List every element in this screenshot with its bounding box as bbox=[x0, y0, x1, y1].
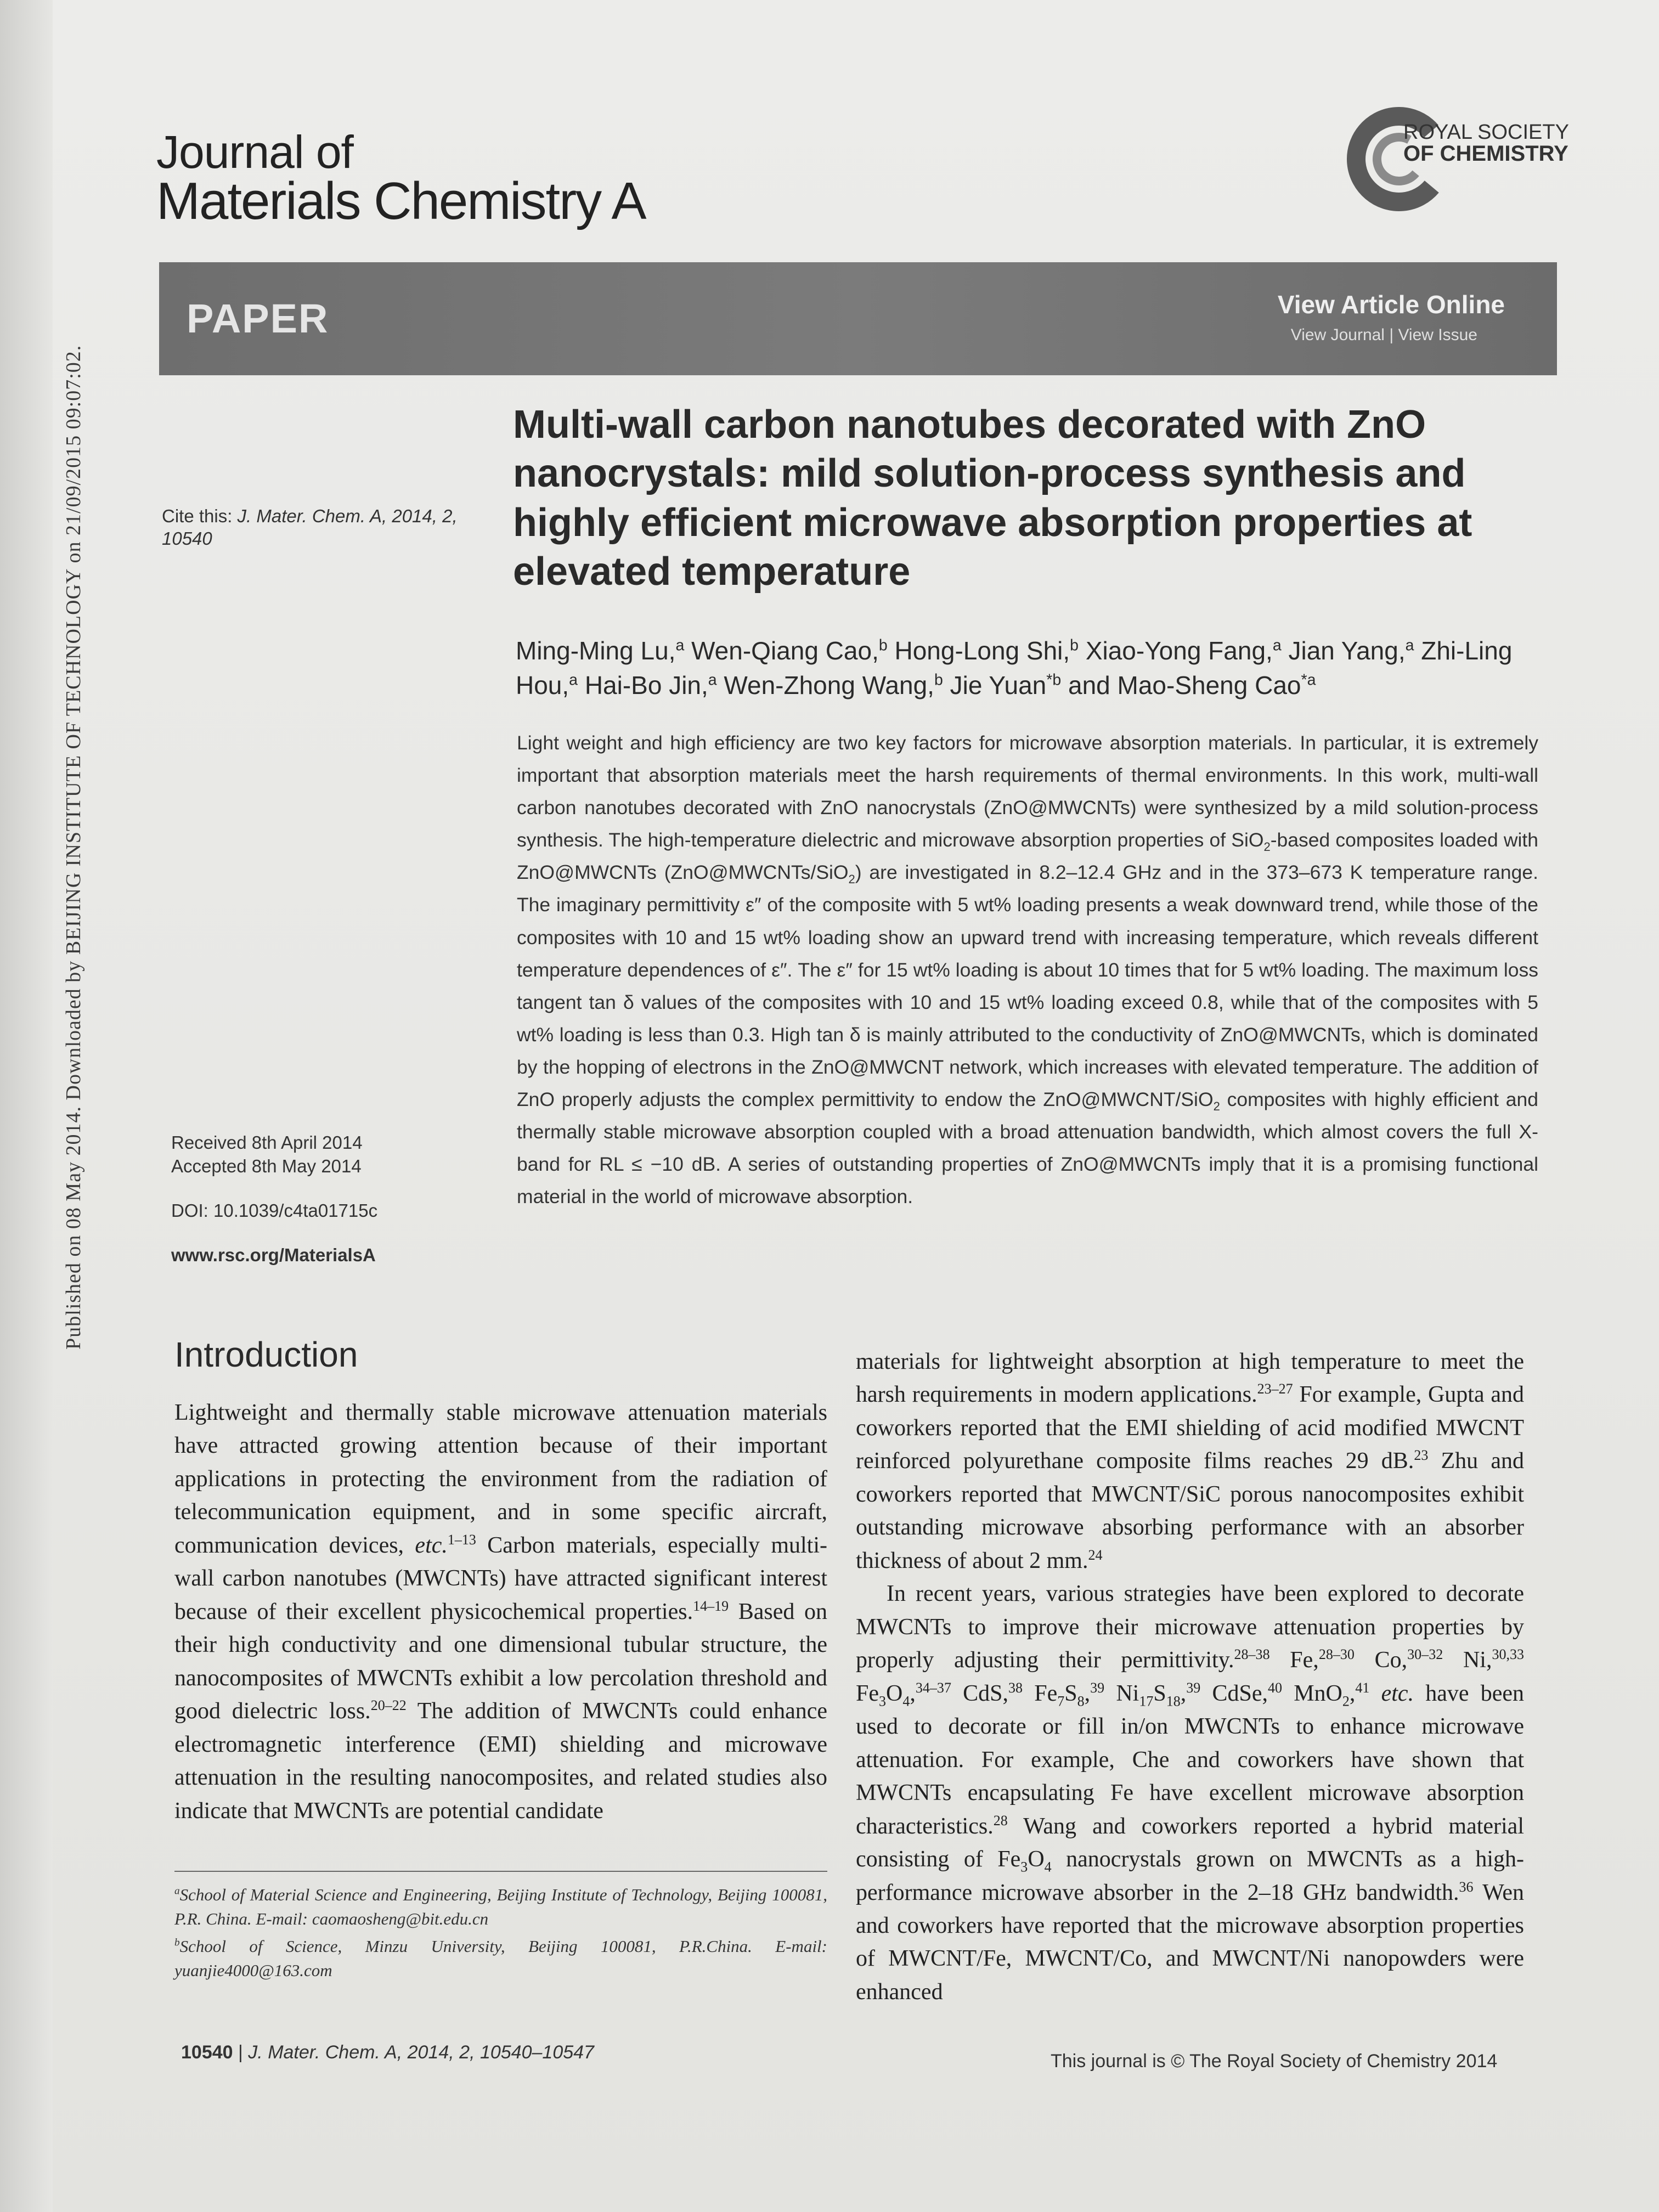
author-affiliation-mark: *a bbox=[1301, 672, 1316, 690]
citation: 23 bbox=[1414, 1447, 1429, 1464]
text: MnO bbox=[1282, 1680, 1342, 1706]
text: Based on their high conductivity and one dimensional tubular structure, the nanocomposites of MWCNTs exhibit a low percolation threshold and good dielectric loss. bbox=[174, 1599, 827, 1724]
subscript: 17 bbox=[1139, 1693, 1154, 1709]
article-title: Multi-wall carbon nanotubes decorated with ZnO nanocrystals: mild solution-process synthesis and highly efficient microwave absorption properties at elevated temperature bbox=[513, 403, 1472, 594]
subscript: 2 bbox=[1342, 1693, 1350, 1709]
page-number: 10540 bbox=[181, 2042, 233, 2063]
view-issue-link[interactable]: View Issue bbox=[1398, 326, 1477, 344]
body-column-left bbox=[174, 1396, 827, 1827]
author-name: Jian Yang, bbox=[1288, 636, 1406, 665]
journal-url[interactable]: www.rsc.org/MaterialsA bbox=[171, 1244, 376, 1265]
author-list bbox=[516, 634, 1558, 703]
journal-title bbox=[156, 126, 646, 230]
text: Zhu and coworkers reported that MWCNT/SiC porous nanocomposites exhibit outstanding microwave absorbing performance with an absorber thickness of about 2 mm. bbox=[856, 1448, 1525, 1573]
paragraph bbox=[856, 1577, 1524, 2008]
text: , bbox=[1180, 1680, 1187, 1706]
subscript: 2 bbox=[1213, 1099, 1220, 1114]
page-edge-shadow bbox=[0, 0, 53, 2212]
author-affiliation-mark: a bbox=[1272, 636, 1282, 654]
subscript: 7 bbox=[1057, 1693, 1065, 1709]
subscript: 3 bbox=[879, 1693, 887, 1709]
journal-title-line1: Journal of bbox=[156, 126, 353, 178]
author-name: Wen-Zhong Wang, bbox=[724, 671, 934, 700]
subscript: 18 bbox=[1166, 1693, 1181, 1709]
footer-separator: | bbox=[238, 2042, 243, 2063]
received-date: Received 8th April 2014 bbox=[171, 1132, 363, 1153]
download-note: Published on 08 May 2014. Downloaded by BEIJING INSTITUTE OF TECHNOLOGY on 21/09/2015 09:07:02. bbox=[62, 345, 85, 1350]
page-footer-right: This journal is © The Royal Society of Chemistry 2014 bbox=[1051, 2051, 1498, 2072]
citation: 14–19 bbox=[693, 1598, 729, 1614]
citation: 20–22 bbox=[370, 1697, 407, 1714]
publisher-name bbox=[1403, 122, 1569, 165]
text: , bbox=[1084, 1680, 1091, 1706]
view-journal-link[interactable]: View Journal bbox=[1290, 326, 1385, 344]
article-type-banner bbox=[159, 262, 1557, 375]
affiliation-footnotes bbox=[174, 1883, 827, 1986]
subscript: 2 bbox=[1263, 840, 1271, 854]
citation: 34–37 bbox=[915, 1679, 951, 1696]
author-name: Hai-Bo Jin, bbox=[584, 671, 708, 700]
cite-reference: J. Mater. Chem. A, 2014, 2, 10540 bbox=[162, 506, 458, 549]
author-name: Jie Yuan bbox=[950, 671, 1047, 700]
text: Lightweight and thermally stable microwave attenuation materials have attracted growing attention because of their important applications in protecting the environment from the radiation of telecommunication equipment, and in some specific aircraft, communication devices, bbox=[174, 1400, 827, 1558]
cite-prefix: Cite this: bbox=[162, 506, 233, 526]
accepted-date: Accepted 8th May 2014 bbox=[171, 1155, 362, 1176]
citation: 28–38 bbox=[1234, 1646, 1270, 1663]
subscript: 8 bbox=[1077, 1693, 1085, 1709]
author-affiliation-mark: a bbox=[675, 636, 685, 654]
text: Ni, bbox=[1443, 1647, 1492, 1673]
subscript: 3 bbox=[1020, 1859, 1028, 1875]
citation: 28–30 bbox=[1318, 1646, 1355, 1663]
citation: 23–27 bbox=[1257, 1381, 1293, 1397]
text: In recent years, various strategies have been explored to decorate MWCNTs to improve their microwave attenuation properties by properly adjusting their permittivity. bbox=[856, 1581, 1524, 1673]
text: , bbox=[1349, 1680, 1356, 1706]
citation: 36 bbox=[1459, 1878, 1474, 1895]
text: CdSe, bbox=[1200, 1680, 1268, 1706]
author-affiliation-mark: a bbox=[569, 672, 578, 690]
text: CdS, bbox=[951, 1680, 1009, 1706]
text: Wen and coworkers have reported that the microwave absorption properties of MWCNT/Fe, MWCNT/Co, and MWCNT/Ni nanopowders were enhanced bbox=[856, 1880, 1524, 2005]
text: S bbox=[1153, 1680, 1166, 1706]
text: Fe, bbox=[1269, 1647, 1319, 1673]
text: O bbox=[1028, 1847, 1045, 1872]
abstract bbox=[517, 727, 1538, 1213]
text: S bbox=[1064, 1680, 1077, 1706]
citation: 39 bbox=[1090, 1679, 1105, 1696]
citation: 24 bbox=[1088, 1547, 1103, 1563]
footnote bbox=[174, 1934, 827, 1983]
author-affiliation-mark: b bbox=[1070, 636, 1079, 654]
article-type-label: PAPER bbox=[187, 296, 329, 341]
author-affiliation-mark: a bbox=[708, 672, 717, 690]
footnote-mark: b bbox=[174, 1937, 180, 1949]
author-name: Wen-Qiang Cao, bbox=[691, 636, 879, 665]
citation: 28 bbox=[993, 1812, 1008, 1829]
citation: 40 bbox=[1268, 1679, 1283, 1696]
abstract-text: -based composites loaded with ZnO@MWCNTs (ZnO@MWCNTs/SiO bbox=[517, 829, 1538, 884]
article-meta bbox=[171, 1131, 478, 1267]
text: The addition of MWCNTs could enhance electromagnetic interference (EMI) shielding and microwave attenuation in the resulting nanocomposites, and related studies also indicate that MWCNTs are potential candidate bbox=[174, 1699, 827, 1824]
abstract-text: Light weight and high efficiency are two key factors for microwave absorption materials. In particular, it is extremely important that absorption materials meet the harsh requirements of thermal environments. In this work, multi-wall carbon nanotubes decorated with ZnO nanocrystals (ZnO@MWCNTs) were synthesized by a mild solution-process synthesis. The high-temperature dielectric and microwave absorption properties of SiO bbox=[517, 732, 1538, 851]
text: , bbox=[910, 1680, 916, 1706]
text: Co, bbox=[1354, 1647, 1408, 1673]
author-name: and Mao-Sheng Cao bbox=[1068, 671, 1301, 700]
journal-title-line2: Materials Chemistry A bbox=[156, 172, 646, 230]
link-separator: | bbox=[1389, 326, 1394, 344]
view-article-online-link[interactable]: View Article Online bbox=[1277, 290, 1505, 319]
footnote bbox=[174, 1883, 827, 1931]
section-heading: Introduction bbox=[174, 1335, 358, 1374]
paragraph bbox=[174, 1396, 827, 1827]
banner-view-links bbox=[1291, 326, 1477, 345]
author-affiliation-mark: *b bbox=[1046, 672, 1062, 690]
footnote-text: School of Science, Minzu University, Beijing 100081, P.R.China. E-mail: yuanjie4000@163.com bbox=[174, 1937, 827, 1980]
citation: 38 bbox=[1008, 1679, 1023, 1696]
footnote-mark: a bbox=[174, 1885, 180, 1897]
abstract-text: ) are investigated in 8.2–12.4 GHz and in the 373–673 K temperature range. The imaginary permittivity ε″ of the composite with 5 wt% loading presents a weak downward trend, while those of the composites with 10 and 15 wt% loading show an upward trend with increasing temperature, which reveals different temperature dependences of ε″. The ε″ for 15 wt% loading is about 10 times that for 5 wt% loading. The maximum loss tangent tan δ values of the composites with 10 and 15 wt% loading exceed 0.8, while that of the composites with 5 wt% loading is less than 0.3. High tan δ is mainly attributed to the conductivity of ZnO@MWCNTs, which is dominated by the hopping of electrons in the ZnO@MWCNT network, which increases with elevated temperature. The addition of ZnO properly adjusts the complex permittivity to endow the ZnO@MWCNT/SiO bbox=[517, 861, 1538, 1111]
citation: 41 bbox=[1355, 1679, 1370, 1696]
author-name: Xiao-Yong Fang, bbox=[1085, 636, 1273, 665]
cite-this bbox=[162, 505, 480, 550]
author-affiliation-mark: b bbox=[934, 672, 943, 690]
text: Fe bbox=[1023, 1680, 1058, 1706]
author-name: Zhi-Ling Hou, bbox=[516, 636, 1513, 700]
text: Wang and coworkers reported a hybrid material consisting of Fe bbox=[856, 1813, 1524, 1872]
subscript: 2 bbox=[848, 872, 855, 887]
body-column-right bbox=[856, 1345, 1524, 2008]
citation: 30,33 bbox=[1492, 1646, 1525, 1663]
text: etc. bbox=[1369, 1680, 1414, 1706]
text: For example, Gupta and coworkers reported that the EMI shielding of acid modified MWCNT reinforced polyurethane composite films reaches 29 dB. bbox=[856, 1382, 1524, 1474]
footer-citation: J. Mater. Chem. A, 2014, 2, 10540–10547 bbox=[248, 2042, 594, 2063]
text: have been used to decorate or fill in/on MWCNTs to enhance microwave attenuation. For example, Che and coworkers have shown that MWCNTs encapsulating Fe have excellent microwave absorption characteristics. bbox=[856, 1680, 1525, 1839]
author-name: Ming-Ming Lu, bbox=[516, 636, 676, 665]
subscript: 4 bbox=[1044, 1859, 1052, 1875]
author-affiliation-mark: a bbox=[1405, 636, 1414, 654]
footnote-divider bbox=[174, 1871, 827, 1872]
paragraph bbox=[856, 1345, 1524, 1577]
author-name: Hong-Long Shi, bbox=[894, 636, 1070, 665]
text: materials for lightweight absorption at high temperature to meet the harsh requirements in modern applications. bbox=[856, 1349, 1524, 1408]
author-affiliation-mark: b bbox=[878, 636, 888, 654]
footnote-text: School of Material Science and Engineering, Beijing Institute of Technology, Beijing 100081, P.R. China. E-mail: caomaosheng@bit.edu.cn bbox=[174, 1885, 827, 1929]
doi: DOI: 10.1039/c4ta01715c bbox=[171, 1200, 378, 1221]
text: Carbon materials, especially multi-wall carbon nanotubes (MWCNTs) have attracted significant interest because of their excellent physicochemical properties. bbox=[174, 1532, 827, 1624]
citation: 1–13 bbox=[447, 1531, 476, 1548]
text: Ni bbox=[1104, 1680, 1139, 1706]
publisher-line1: ROYAL SOCIETY bbox=[1403, 121, 1569, 144]
subscript: 4 bbox=[902, 1693, 910, 1709]
citation: 39 bbox=[1186, 1679, 1201, 1696]
publisher-line2: OF CHEMISTRY bbox=[1403, 142, 1568, 166]
page-footer-left bbox=[181, 2042, 594, 2063]
citation: 30–32 bbox=[1407, 1646, 1443, 1663]
abstract-text: composites with highly efficient and thermally stable microwave absorption coupled with a broad attenuation bandwidth, which almost covers the full X-band for RL ≤ −10 dB. A series of outstanding properties of ZnO@MWCNTs imply that it is a promising functional material in the world of microwave absorption. bbox=[517, 1088, 1538, 1208]
text: O bbox=[886, 1680, 903, 1706]
text: Fe bbox=[856, 1680, 879, 1706]
text: etc. bbox=[415, 1532, 448, 1558]
text: nanocrystals grown on MWCNTs as a high-performance microwave absorber in the 2–18 GHz bandwidth. bbox=[856, 1847, 1524, 1905]
